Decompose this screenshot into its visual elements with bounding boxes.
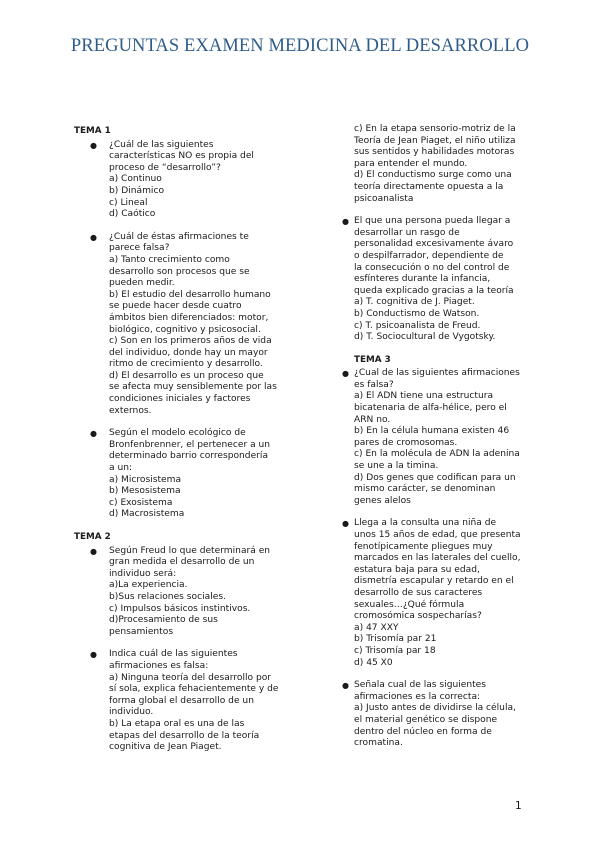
question-item (74, 546, 296, 639)
question-continuation: c) En la etapa sensorio-motriz de la Teoría de Jean Piaget, el niño utiliza sus sentidos y habilidades motoras para entender el mundo. d) El conductismo surge como una teoría directamente opuesta a la psicoanalista (354, 124, 516, 204)
question-text: ¿Cuál de las siguientes características NO es propia del proceso de “desarrollo”? a) Continuo b) Dinámico c) Lineal d) Caótico (109, 139, 254, 220)
question-item (342, 216, 530, 344)
question-item (342, 680, 530, 750)
page-number: 1 (515, 800, 522, 812)
bullet-icon: ● (90, 140, 97, 150)
question-item (342, 518, 530, 669)
bullet-icon: ● (342, 519, 349, 529)
question-item (74, 232, 296, 418)
question-text: Según Freud lo que determinará en gran medida el desarrollo de un individuo será: a)La experiencia. b)Sus relaciones sociales. c) Impulsos básicos instintivos. d)Procesamiento de sus pensamientos (109, 545, 271, 637)
tema-3-heading: TEMA 3 (354, 354, 391, 365)
question-item (74, 428, 296, 521)
bullet-icon: ● (90, 429, 97, 439)
page-title: PREGUNTAS EXAMEN MEDICINA DEL DESARROLLO (70, 36, 530, 56)
question-item (74, 649, 296, 753)
question-text: Señala cual de las siguientes afirmaciones es la correcta: a) Justo antes de dividirse la célula, el material genético se dispone dentro del núcleo en forma de cromatina. (354, 680, 516, 749)
question-text: El que una persona pueda llegar a desarrollar un rasgo de personalidad excesivamente ávaro o despilfarrador, dependiente de la consecución o no del control de esfínteres durante la infancia, queda explicado gracias a la teoría a) T. cognitiva de J. Piaget. b) Conductismo de Watson. c) T. psicoanalista de Freud. d) T. Sociocultural de Vygotsky. (354, 216, 514, 343)
bullet-icon: ● (90, 546, 97, 556)
bullet-icon: ● (342, 681, 349, 691)
tema-1-heading: TEMA 1 (74, 126, 111, 136)
question-item (342, 368, 530, 507)
bullet-icon: ● (90, 650, 97, 660)
question-text: ¿Cual de las siguientes afirmaciones es falsa? a) El ADN tiene una estructura bicatenaria de alfa-hélice, pero el ARN no. b) En la célula humana existen 46 pares de cromosomas. c) En la molécula de ADN la adenina se une a la timina. d) Dos genes que codifican para un mismo carácter, se denominan genes alelos (354, 368, 520, 506)
question-text: ¿Cuál de éstas afirmaciones te parece falsa? a) Tanto crecimiento como desarrollo son procesos que se pueden medir. b) El estudio del desarrollo humano se puede hacer desde cuatro ámbitos bien diferenciados: motor, biológico, cognitivo y psicosocial. c) Son en los primeros años de vida del individuo, donde hay un mayor ritmo de crecimiento y desarrollo. d) El desarrollo es un proceso que se afecta muy sensiblemente por las condiciones iniciales y factores externos. (109, 231, 277, 416)
question-item (74, 140, 296, 221)
question-text: Llega a la consulta una niña de unos 15 años de edad, que presenta fenotípicamente pliegues muy marcados en las laterales del cuello, estatura baja para su edad, dismetría escapular y retardo en el desarrollo de sus caracteres sexuales…¿Qué fórmula cromosómica sospecharías? a) 47 XXY b) Trisomía par 21 c) Trisomía par 18 d) 45 X0 (354, 518, 521, 668)
bullet-icon: ● (342, 369, 349, 379)
question-text: Indica cuál de las siguientes afirmaciones es falsa: a) Ninguna teoría del desarrollo por sí sola, explica fehacientemente y de forma global el desarrollo de un individuo. b) La etapa oral es una de las etapas del desarrollo de la teoría cognitiva de Jean Piaget. (109, 649, 279, 753)
right-column (342, 124, 530, 761)
question-text: Según el modelo ecológico de Bronfenbrenner, el pertenecer a un determinado barrio correspondería a un: a) Microsistema b) Mesosistema c) Exosistema d) Macrosistema (109, 428, 271, 520)
bullet-icon: ● (342, 217, 349, 227)
tema-2-heading: TEMA 2 (74, 532, 111, 542)
left-column (74, 124, 296, 765)
bullet-icon: ● (90, 232, 97, 242)
